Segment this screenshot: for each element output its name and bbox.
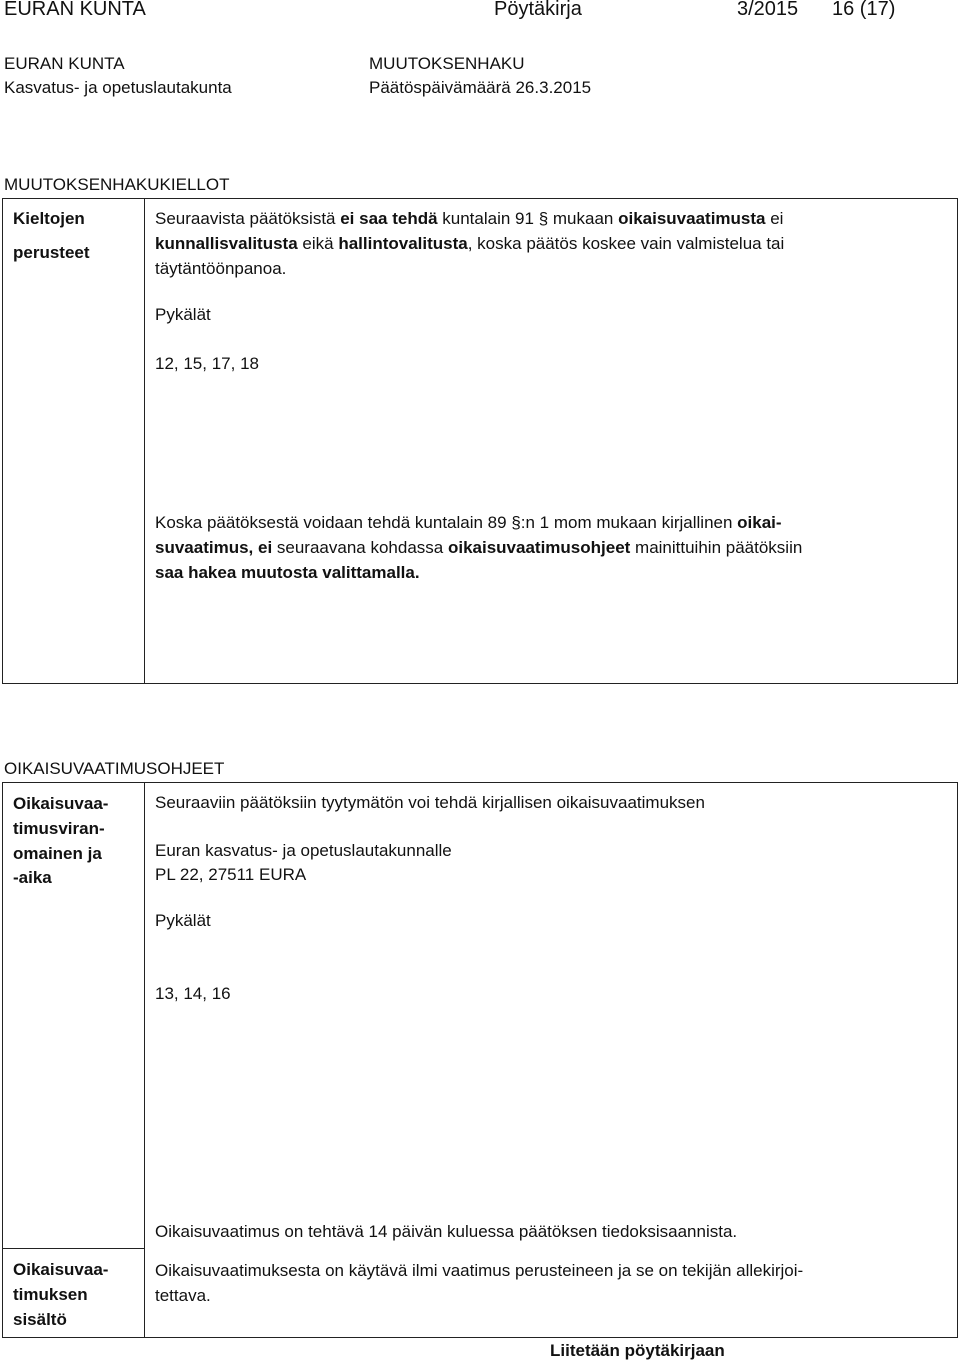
subheader-body: Kasvatus- ja opetuslautakunta: [4, 78, 232, 97]
appeal-paragraph-line1: Koska päätöksestä voidaan tehdä kuntalain 89 §:n 1 mom mukaan kirjallinen oikai-: [155, 513, 782, 532]
section2-pykalat-label: Pykälät: [155, 911, 211, 930]
instructions-deadline: Oikaisuvaatimus on tehtävä 14 päivän kuluessa päätöksen tiedoksisaannista.: [155, 1222, 738, 1241]
instructions-label-separator: [2, 1248, 145, 1249]
header-org: EURAN KUNTA: [4, 0, 146, 20]
appeal-paragraph-line2: suvaatimus, ei seuraavana kohdassa oikaisuvaatimusohjeet mainittuihin päätöksiin: [155, 538, 803, 557]
content-text-line1: Oikaisuvaatimuksesta on käytävä ilmi vaatimus perusteineen ja se on tekijän allekirjoi-: [155, 1261, 804, 1280]
instructions-intro: Seuraaviin päätöksiin tyytymätön voi tehdä kirjallisen oikaisuvaatimuksen: [155, 793, 705, 812]
restrictions-paragraph-line3: täytäntöönpanoa.: [155, 259, 287, 278]
content-text-line2: tettava.: [155, 1286, 211, 1305]
restrictions-box: [2, 198, 958, 684]
footer-attach: Liitetään pöytäkirjaan: [550, 1341, 725, 1360]
section2-pykalat-values: 13, 14, 16: [155, 984, 231, 1003]
subheader-title: MUUTOKSENHAKU: [369, 54, 525, 73]
restrictions-label-line2: perusteet: [13, 243, 90, 262]
instructions-recipient: Euran kasvatus- ja opetuslautakunnalle: [155, 841, 452, 860]
subheader-date: Päätöspäivämäärä 26.3.2015: [369, 78, 592, 97]
header-doc-type: Pöytäkirja: [494, 0, 582, 20]
authority-label-line3: omainen ja: [13, 844, 102, 863]
section1-pykalat-label: Pykälät: [155, 305, 211, 324]
authority-label-line4: -aika: [13, 868, 52, 887]
content-label-line2: timuksen: [13, 1285, 88, 1304]
section1-pykalat-values: 12, 15, 17, 18: [155, 354, 259, 373]
restrictions-paragraph-line2: kunnallisvalitusta eikä hallintovalitusta, koska päätös koskee vain valmistelua tai: [155, 234, 785, 253]
authority-label-line1: Oikaisuvaa-: [13, 794, 109, 813]
section1-heading: MUUTOKSENHAKUKIELLOT: [4, 175, 230, 194]
appeal-paragraph-line3: saa hakea muutosta valittamalla.: [155, 563, 420, 582]
content-label-line1: Oikaisuvaa-: [13, 1260, 109, 1279]
instructions-box: [2, 782, 958, 1338]
authority-label-line2: timusviran-: [13, 819, 105, 838]
subheader-org: EURAN KUNTA: [4, 54, 125, 73]
instructions-divider: [144, 782, 145, 1338]
restrictions-paragraph-line1: Seuraavista päätöksistä ei saa tehdä kuntalain 91 § mukaan oikaisuvaatimusta ei: [155, 209, 784, 228]
instructions-address: PL 22, 27511 EURA: [155, 865, 307, 884]
content-label-line3: sisältö: [13, 1310, 67, 1329]
restrictions-divider: [144, 198, 145, 684]
header-number: 3/2015: [737, 0, 799, 20]
section2-heading: OIKAISUVAATIMUSOHJEET: [4, 759, 225, 778]
restrictions-label-line1: Kieltojen: [13, 209, 85, 228]
header-page: 16 (17): [832, 0, 896, 20]
